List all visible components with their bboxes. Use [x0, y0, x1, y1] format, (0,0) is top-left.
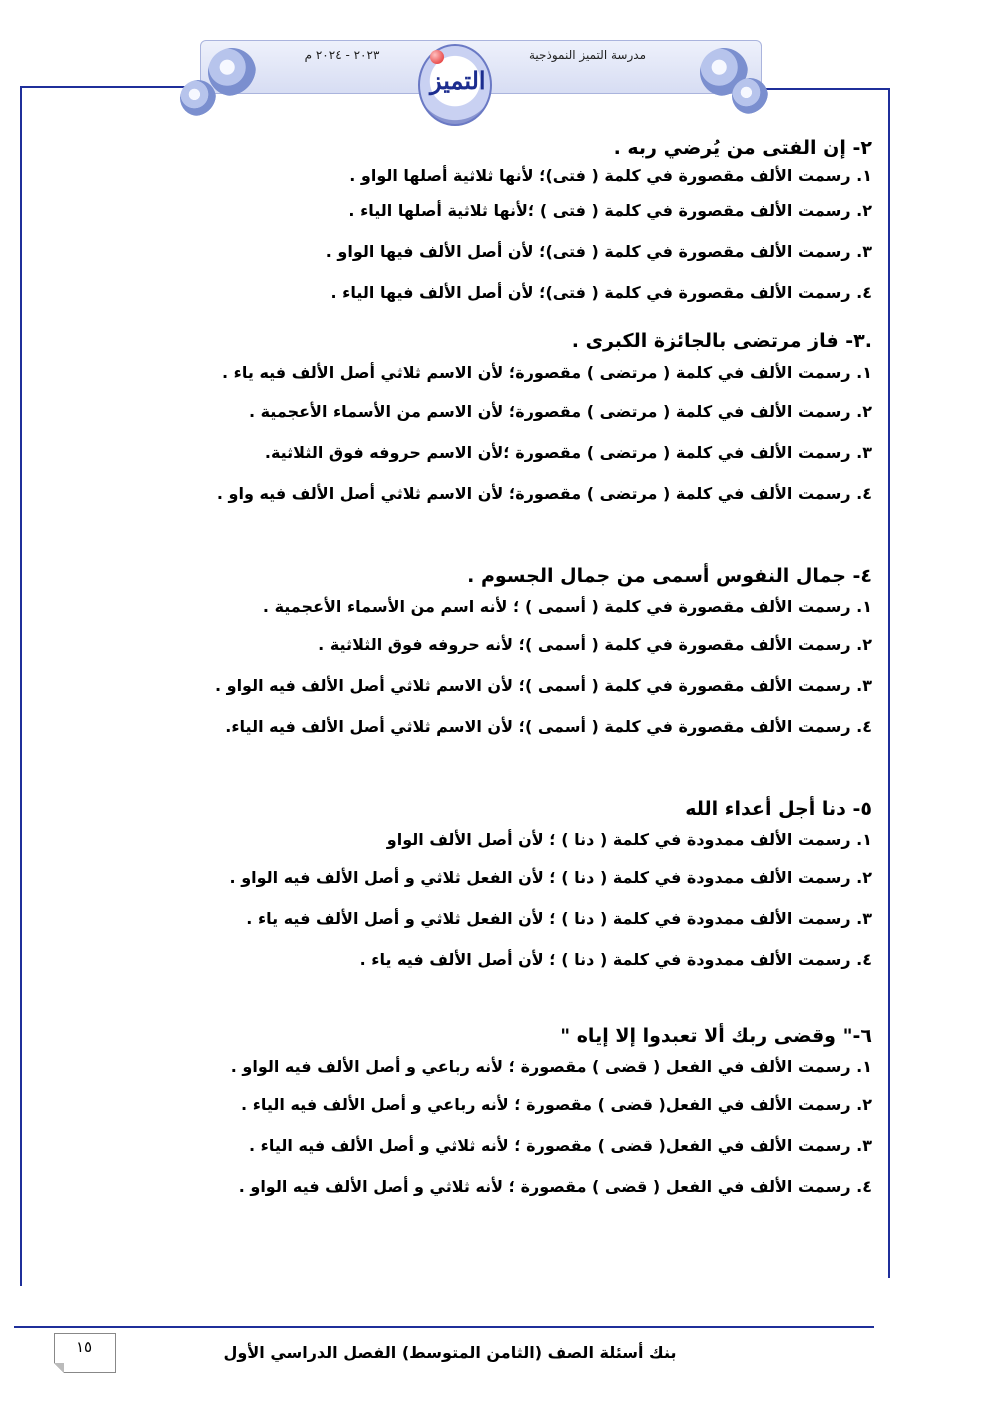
question-block	[220, 134, 872, 313]
answer-option[interactable]: ٤. رسمت الألف مقصورة في كلمة ( أسمى )؛ لأن الاسم ثلاثي أصل الألف فيه الياء.	[225, 717, 872, 736]
question-title: ٢- إن الفتى من يُرضي ربه .	[613, 137, 872, 159]
question-block	[220, 1022, 872, 1207]
school-year: ٢٠٢٣ - ٢٠٢٤ م	[304, 48, 380, 62]
logo-dot-icon	[430, 50, 444, 64]
question-title: ٤- جمال النفوس أسمى من جمال الجسوم .	[467, 565, 872, 587]
answer-option[interactable]: ١. رسمت الألف مقصورة في كلمة ( فتى)؛ لأنها ثلاثية أصلها الواو .	[349, 166, 872, 185]
answer-option[interactable]: ٤. رسمت الألف في الفعل ( قضى ) مقصورة ؛ لأنه ثلاثي و أصل الألف فيه الواو .	[238, 1177, 872, 1196]
answer-option[interactable]: ٢. رسمت الألف في الفعل( قضى ) مقصورة ؛ لأنه رباعي و أصل الألف فيه الياء .	[241, 1095, 872, 1114]
flower-ornament-icon	[180, 80, 216, 116]
answer-option[interactable]: ٣. رسمت الألف في الفعل( قضى ) مقصورة ؛ لأنه ثلاثي و أصل الألف فيه الياء .	[249, 1136, 872, 1155]
answer-option[interactable]: ٤. رسمت الألف ممدودة في كلمة ( دنا ) ؛ لأن أصل الألف فيه ياء .	[359, 950, 872, 969]
answer-option[interactable]: ٣. رسمت الألف مقصورة في كلمة ( أسمى )؛ لأن الاسم ثلاثي أصل الألف فيه الواو .	[214, 676, 872, 695]
question-block	[214, 562, 872, 747]
answer-option[interactable]: ٣. رسمت الألف ممدودة في كلمة ( دنا ) ؛ لأن الفعل ثلاثي و أصل الألف فيه ياء .	[246, 909, 872, 928]
answer-option[interactable]: ٢. رسمت الألف مقصورة في كلمة ( فتى ) ؛لأنها ثلاثية أصلها الياء .	[348, 201, 872, 220]
question-title: ٥- دنا أجل أعداء الله	[685, 798, 872, 820]
answer-option[interactable]: ٢. رسمت الألف مقصورة في كلمة ( أسمى )؛ لأنه حروفه فوق الثلاثية .	[318, 635, 872, 654]
footer-title: بنك أسئلة الصف (الثامن المتوسط) الفصل الدراسي الأول	[223, 1343, 677, 1362]
answer-option[interactable]: ٣. رسمت الألف في كلمة ( مرتضى ) مقصورة ؛لأن الاسم حروفه فوق الثلاثية.	[264, 443, 872, 462]
answer-option[interactable]: ١. رسمت الألف في الفعل ( قضى ) مقصورة ؛ لأنه رباعي و أصل الألف فيه الواو .	[230, 1057, 872, 1076]
school-logo-text: التميز	[430, 66, 486, 95]
questions-content	[214, 134, 872, 1207]
page-number: ١٥	[75, 1338, 93, 1356]
question-block	[220, 795, 872, 980]
answer-option[interactable]: ٢. رسمت الألف ممدودة في كلمة ( دنا ) ؛ لأن الفعل ثلاثي و أصل الألف فيه الواو .	[229, 868, 872, 887]
answer-option[interactable]: ١. رسمت الألف في كلمة ( مرتضى ) مقصورة؛ لأن الاسم ثلاثي أصل الألف فيه ياء .	[222, 363, 872, 382]
footer-divider	[14, 1326, 874, 1328]
frame-top-right-line	[760, 88, 890, 90]
flower-ornament-icon	[208, 48, 256, 96]
answer-option[interactable]: ٢. رسمت الألف في كلمة ( مرتضى ) مقصورة؛ لأن الاسم من الأسماء الأعجمية .	[248, 402, 872, 421]
answer-option[interactable]: ٤. رسمت الألف مقصورة في كلمة ( فتى)؛ لأن أصل الألف فيها الياء .	[330, 283, 872, 302]
frame-right-line	[888, 88, 890, 1278]
answer-option[interactable]: ١. رسمت الألف مقصورة في كلمة ( أسمى ) ؛ لأنه اسم من الأسماء الأعجمية .	[262, 597, 872, 616]
question-title: .٣- فاز مرتضى بالجائزة الكبرى .	[571, 330, 872, 352]
question-block	[216, 327, 872, 514]
answer-option[interactable]: ٣. رسمت الألف مقصورة في كلمة ( فتى)؛ لأن أصل الألف فيها الواو .	[325, 242, 872, 261]
school-name: مدرسة التميز النموذجية	[529, 48, 646, 62]
flower-ornament-icon	[732, 78, 768, 114]
answer-option[interactable]: ١. رسمت الألف ممدودة في كلمة ( دنا ) ؛ لأن أصل الألف الواو	[386, 830, 872, 849]
question-title: ٦-" وقضى ربك ألا تعبدوا إلا إياه "	[560, 1025, 872, 1047]
frame-left-line	[20, 86, 22, 1286]
answer-option[interactable]: ٤. رسمت الألف في كلمة ( مرتضى ) مقصورة؛ لأن الاسم ثلاثي أصل الألف فيه واو .	[216, 484, 872, 503]
